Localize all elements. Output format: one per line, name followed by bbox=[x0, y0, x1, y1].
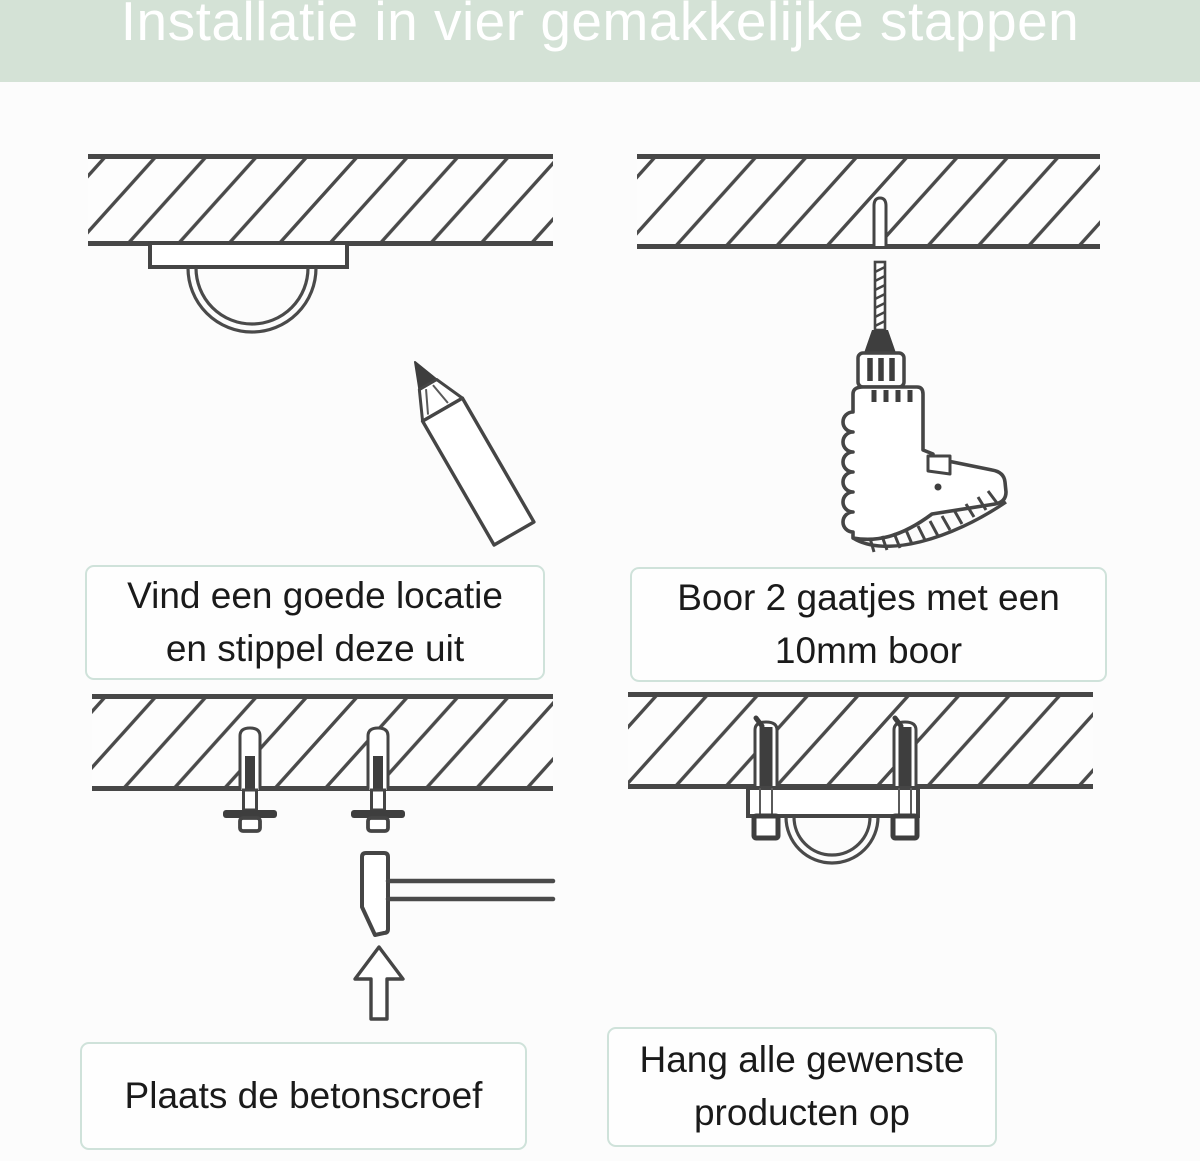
ceiling-cross-section bbox=[92, 697, 553, 789]
drill-ceiling-drawing bbox=[620, 140, 1120, 560]
mounted-hook-drawing bbox=[620, 680, 1120, 930]
step2-illustration bbox=[620, 140, 1120, 560]
step3-illustration bbox=[70, 680, 570, 1035]
drilled-hole bbox=[874, 198, 886, 246]
ceiling-hook-pencil-drawing bbox=[70, 140, 570, 560]
bolt-head bbox=[754, 816, 778, 838]
pencil-icon bbox=[395, 351, 534, 545]
caption-line: Plaats de betonscroef bbox=[124, 1074, 483, 1116]
bolt-head bbox=[893, 816, 917, 838]
title-banner bbox=[0, 0, 1200, 82]
caption-line: Hang alle gewenste bbox=[639, 1039, 965, 1081]
hammer-icon bbox=[362, 853, 553, 935]
caption-line: Vind een goede locatie bbox=[127, 574, 503, 616]
page-title: Installatie in vier gemakkelijke stappen bbox=[120, 0, 1080, 52]
caption-line: producten op bbox=[693, 1092, 910, 1133]
drill-icon bbox=[843, 262, 1006, 552]
step2-caption bbox=[630, 567, 1107, 682]
caption-line: Boor 2 gaatjes met een bbox=[677, 576, 1060, 618]
caption-line: en stippel deze uit bbox=[165, 627, 465, 669]
step1-caption bbox=[85, 565, 545, 680]
ceiling-cross-section bbox=[628, 695, 1093, 789]
step1-illustration bbox=[70, 140, 570, 560]
step3-caption bbox=[80, 1042, 527, 1150]
hook-mounting-plate bbox=[748, 788, 918, 863]
caption-line: 10mm boor bbox=[774, 629, 963, 671]
hook-mounting-plate bbox=[150, 243, 347, 332]
step4-illustration bbox=[620, 680, 1120, 930]
step4-caption bbox=[607, 1027, 997, 1147]
ceiling-cross-section bbox=[88, 157, 553, 245]
screws-hammer-drawing bbox=[70, 680, 570, 1035]
up-arrow-icon bbox=[355, 947, 403, 1019]
ceiling-cross-section bbox=[637, 157, 1100, 248]
